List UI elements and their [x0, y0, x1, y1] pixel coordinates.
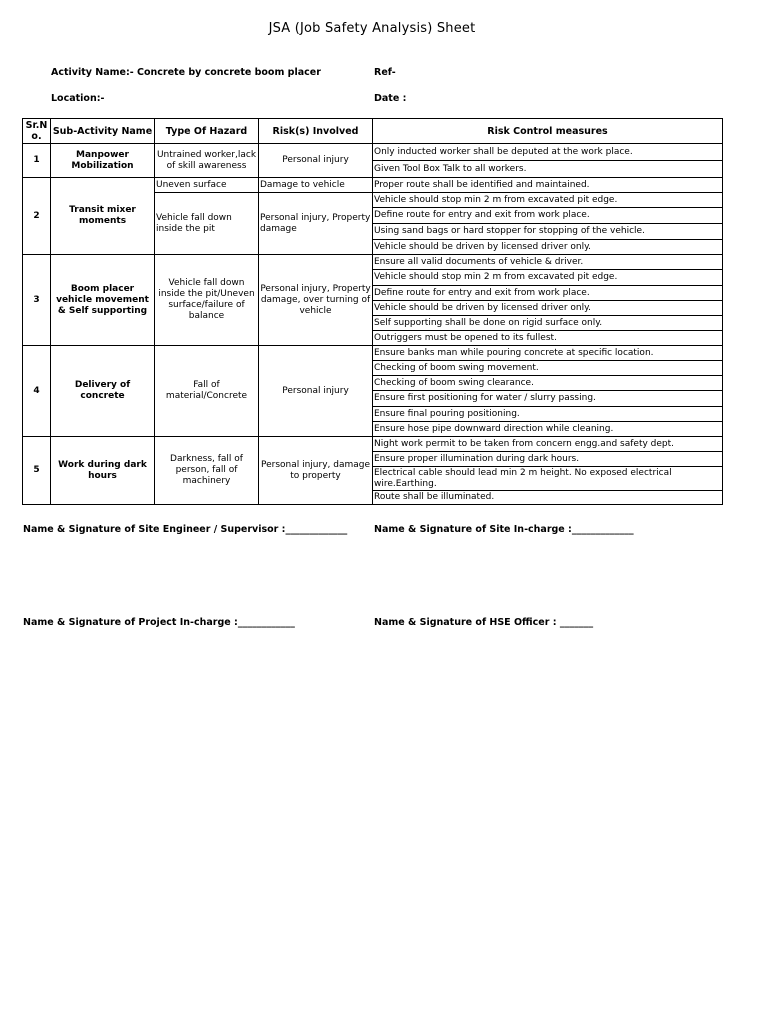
sub-activity-cell: Boom placer vehicle movement & Self supporting [51, 255, 155, 346]
control-cell: Ensure banks man while pouring concrete at specific location. [373, 346, 723, 361]
control-cell: Checking of boom swing movement. [373, 361, 723, 376]
control-cell: Route shall be illuminated. [373, 491, 723, 505]
hazard-cell: Vehicle fall down inside the pit/Uneven surface/failure of balance [155, 255, 259, 346]
hse-officer-signature: Name & Signature of HSE Officer : _______ [374, 617, 594, 628]
risk-cell: Personal injury, Property damage [259, 193, 373, 255]
jsa-table [22, 118, 723, 505]
table-row [23, 144, 723, 161]
row-number: 1 [23, 144, 51, 178]
control-cell: Ensure all valid documents of vehicle & driver. [373, 255, 723, 270]
risk-cell: Personal injury, damage to property [259, 437, 373, 505]
control-cell: Define route for entry and exit from work place. [373, 208, 723, 224]
hazard-cell: Untrained worker,lack of skill awareness [155, 144, 259, 178]
activity-name: Activity Name:- Concrete by concrete boom placer [51, 67, 321, 78]
control-cell: Vehicle should be driven by licensed driver only. [373, 240, 723, 255]
table-row [23, 178, 723, 193]
control-cell: Using sand bags or hard stopper for stopping of the vehicle. [373, 224, 723, 240]
site-engineer-signature: Name & Signature of Site Engineer / Supervisor :_____________ [23, 524, 348, 535]
hazard-cell: Fall of material/Concrete [155, 346, 259, 437]
control-cell: Night work permit to be taken from concern engg.and safety dept. [373, 437, 723, 452]
hazard-cell: Darkness, fall of person, fall of machinery [155, 437, 259, 505]
site-incharge-signature: Name & Signature of Site In-charge :_____________ [374, 524, 634, 535]
row-number: 3 [23, 255, 51, 346]
risk-cell: Damage to vehicle [259, 178, 373, 193]
header-control: Risk Control measures [373, 119, 723, 144]
table-row [23, 346, 723, 361]
control-cell: Vehicle should stop min 2 m from excavated pit edge. [373, 270, 723, 286]
row-number: 4 [23, 346, 51, 437]
sub-activity-cell: Work during dark hours [51, 437, 155, 505]
header-risk: Risk(s) Involved [259, 119, 373, 144]
control-cell: Only inducted worker shall be deputed at the work place. [373, 144, 723, 161]
sub-activity-cell: Manpower Mobilization [51, 144, 155, 178]
location-field: Location:- [51, 93, 105, 104]
table-row [23, 255, 723, 270]
control-cell: Ensure proper illumination during dark hours. [373, 452, 723, 467]
project-incharge-signature: Name & Signature of Project In-charge :____________ [23, 617, 295, 628]
header-hazard: Type Of Hazard [155, 119, 259, 144]
risk-cell: Personal injury [259, 144, 373, 178]
hazard-cell: Vehicle fall down inside the pit [155, 193, 259, 255]
row-number: 5 [23, 437, 51, 505]
header-srno: Sr.No. [23, 119, 51, 144]
control-cell: Electrical cable should lead min 2 m height. No exposed electrical wire.Earthing. [373, 467, 723, 491]
control-cell: Outriggers must be opened to its fullest. [373, 331, 723, 346]
sub-activity-cell: Delivery of concrete [51, 346, 155, 437]
table-header-row [23, 119, 723, 144]
header-sub-activity: Sub-Activity Name [51, 119, 155, 144]
control-cell: Self supporting shall be done on rigid surface only. [373, 316, 723, 331]
page-title: JSA (Job Safety Analysis) Sheet [268, 21, 476, 36]
control-cell: Ensure final pouring positioning. [373, 407, 723, 422]
control-cell: Given Tool Box Talk to all workers. [373, 161, 723, 178]
control-cell: Checking of boom swing clearance. [373, 376, 723, 391]
control-cell: Proper route shall be identified and maintained. [373, 178, 723, 193]
row-number: 2 [23, 178, 51, 255]
control-cell: Ensure hose pipe downward direction while cleaning. [373, 422, 723, 437]
hazard-cell: Uneven surface [155, 178, 259, 193]
sub-activity-cell: Transit mixer moments [51, 178, 155, 255]
date-field: Date : [374, 93, 407, 104]
risk-cell: Personal injury, Property damage, over turning of vehicle [259, 255, 373, 346]
ref-field: Ref- [374, 67, 396, 78]
table-row [23, 437, 723, 452]
control-cell: Vehicle should be driven by licensed driver only. [373, 301, 723, 316]
risk-cell: Personal injury [259, 346, 373, 437]
control-cell: Vehicle should stop min 2 m from excavated pit edge. [373, 193, 723, 208]
control-cell: Define route for entry and exit from work place. [373, 286, 723, 301]
control-cell: Ensure first positioning for water / slurry passing. [373, 391, 723, 407]
